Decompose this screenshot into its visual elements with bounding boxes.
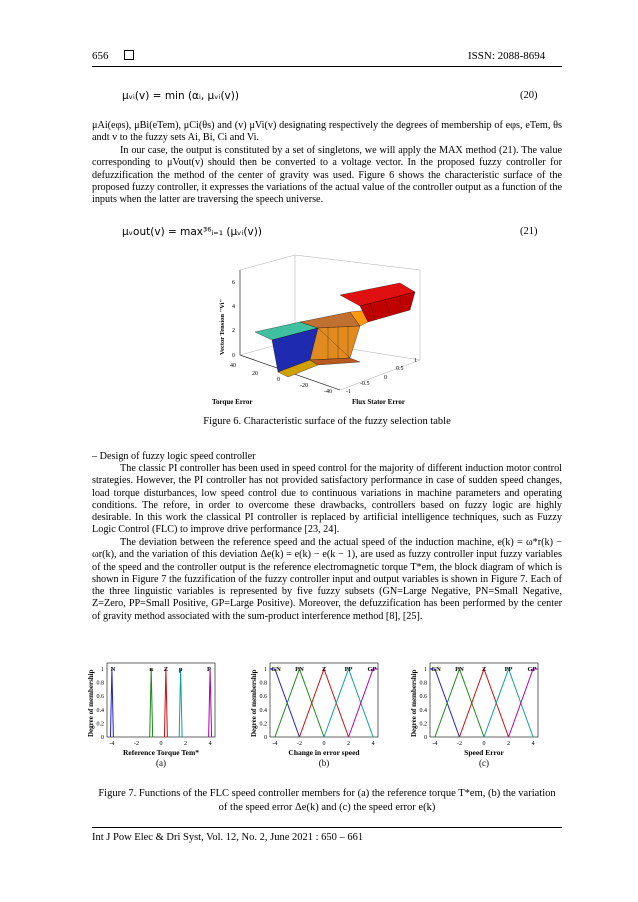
y-tick-label: 1 xyxy=(101,667,104,673)
y-axis-label: Degree of membership xyxy=(410,669,418,737)
z-tick: 4 xyxy=(232,304,235,310)
membership-curve xyxy=(430,669,459,737)
figure-7-membership-plots xyxy=(85,655,565,777)
x-tick-label: 2 xyxy=(347,741,351,747)
y-tick: 0 xyxy=(384,375,387,381)
x-tick-label: -2 xyxy=(456,741,462,747)
membership-curve xyxy=(509,669,538,737)
z-tick: 2 xyxy=(232,328,235,334)
fuzzy-set-label: GP xyxy=(367,666,377,673)
x-tick-label: -4 xyxy=(109,741,115,747)
x-tick-label: 0 xyxy=(159,741,163,747)
page-number: 656 xyxy=(92,50,109,62)
x-tick-label: -2 xyxy=(133,741,139,747)
fuzzy-set-label: P xyxy=(207,666,211,673)
x-tick-label: -4 xyxy=(432,741,438,747)
x-tick-label: 4 xyxy=(531,741,535,747)
y-axis-label: Degree of membership xyxy=(250,669,258,737)
x-tick-label: 0 xyxy=(482,741,486,747)
y-tick-label: 0 xyxy=(101,735,104,741)
x-tick-label: -2 xyxy=(296,741,302,747)
y-tick-label: 0.6 xyxy=(419,694,427,701)
paragraph-membership: μAi(eφs), μBi(eTem), μCi(θs) and (v) μVi(v) designating respectively the degrees of membership of eφs, eTem, θs andt v to the fuzzy sets Ai, Bi, Ci and Vi. xyxy=(92,120,562,144)
equation-20-number: (20) xyxy=(520,90,538,101)
paragraph-deviation: The deviation between the reference speed and the actual speed of the induction machine, e(k) = ω*r(k) − ωr(k), and the variation of this deviation Δe(k) = e(k) − e(k − 1), are used as fuzzy controller input fuzzy variables of the speed and the controller output is the reference electromagnetic torque T*em, the block diagram of which is shown in Figure 7 the fuzzification of the fuzzy controller input and output variables is shown in Figure 7. Each of the three linguistic variables is represented by five fuzzy subsets (GN=Large Negative, PN=Small Negative, Z=Zero, PP=Small Positive, GP=Large Positive). Moreover, the defuzzification has been performed by the center of gravity method associated with the sum-product interference method [8], [25]. xyxy=(92,537,562,622)
footer-rule xyxy=(92,827,562,828)
fuzzy-set-label: Z xyxy=(321,666,327,673)
paragraph-pi-controller: The classic PI controller has been used in speed control for the majority of different induction motor control strategies. However, the PI controller has not provided satisfactory performance in case of sudden speed changes, load torque disturbances, low speed control due to continuous variations in machine parameters and operating conditions. The refore, in order to overcome these drawbacks, controllers based on fuzzy logic are highly desirable. In this work the classical PI controller is replaced by artificial intelligence techniques, such as Fuzzy Logic Control (FLC) to improve drive performance [23, 24]. xyxy=(92,463,562,536)
fuzzy-set-label: p xyxy=(178,666,183,673)
fuzzy-set-label: PN xyxy=(295,666,304,673)
figure-6-caption: Figure 6. Characteristic surface of the fuzzy selection table xyxy=(203,416,451,427)
figure-7-caption-line2: of the speed error Δe(k) and (c) the speed error e(k) xyxy=(218,802,436,813)
x-tick: -20 xyxy=(300,383,308,389)
z-tick: 6 xyxy=(232,280,235,286)
fuzzy-set-label: PN xyxy=(455,666,464,673)
y-tick-label: 0.8 xyxy=(419,680,427,687)
membership-curve xyxy=(324,669,373,737)
fuzzy-set-label: Z xyxy=(481,666,487,673)
x-tick: 40 xyxy=(230,363,236,369)
x-tick-label: 4 xyxy=(208,741,212,747)
fuzzy-set-label: GN xyxy=(431,666,441,673)
header-rule xyxy=(92,66,562,67)
paragraph-max-method: In our case, the output is constituted by a set of singletons, we will apply the MAX method (21). The value corresponding to μVout(v) should then be converted to a voltage vector. In the proposed fuzzy controller for defuzzification the method of the center of gravity was used. Figure 6 shows the characteristic surface of the proposed fuzzy controller, it expresses the variations of the actual value of the controller output as a function of the inputs when the latter are traversing the speech universe. xyxy=(92,145,562,206)
section-bullet: – Design of fuzzy logic speed controller xyxy=(92,451,256,462)
membership-curve xyxy=(270,669,299,737)
y-axis-label: Flux Stator Error xyxy=(352,398,406,406)
y-tick: 1 xyxy=(414,358,417,364)
y-tick-label: 0 xyxy=(264,735,267,741)
y-tick-label: 0.2 xyxy=(419,721,427,728)
subfigure-label: (b) xyxy=(318,758,330,768)
x-tick: -40 xyxy=(324,389,332,395)
y-tick-label: 1 xyxy=(424,667,427,673)
z-axis-label: Vector Tension "Vi" xyxy=(219,298,226,355)
x-tick: 0 xyxy=(277,377,280,383)
issn: ISSN: 2088-8694 xyxy=(468,50,546,62)
membership-curve xyxy=(349,669,378,737)
x-axis-label: Change in error speed xyxy=(288,748,360,757)
fuzzy-set-label: PP xyxy=(344,666,353,673)
y-tick-label: 1 xyxy=(264,667,267,673)
y-tick-label: 0.6 xyxy=(96,694,104,701)
y-tick-label: 0.2 xyxy=(259,721,267,728)
z-tick: 0 xyxy=(232,353,235,359)
y-tick-label: 0.4 xyxy=(419,707,427,714)
y-tick-label: 0.2 xyxy=(96,721,104,728)
membership-curve xyxy=(299,669,348,737)
fuzzy-set-label: Z xyxy=(163,666,169,673)
membership-curve xyxy=(435,669,484,737)
y-tick: 0.5 xyxy=(396,366,404,372)
figure-7-caption-line1: Figure 7. Functions of the FLC speed controller members for (a) the reference torque T*em, (b) the variation xyxy=(98,788,556,799)
equation-21: μᵥout(v) = max³⁶ᵢ₌₁ (μᵥᵢ(v)) xyxy=(122,226,262,238)
x-tick-label: 2 xyxy=(507,741,511,747)
fuzzy-set-label: n xyxy=(149,666,153,673)
x-tick-label: 2 xyxy=(184,741,188,747)
y-axis-label: Degree of membership xyxy=(87,669,95,737)
y-tick-label: 0.4 xyxy=(259,707,267,714)
y-tick-label: 0.8 xyxy=(259,680,267,687)
membership-curve xyxy=(275,669,324,737)
y-tick: -0.5 xyxy=(360,381,370,387)
membership-curve xyxy=(209,669,212,737)
fuzzy-set-label: N xyxy=(110,666,116,673)
membership-curve xyxy=(484,669,533,737)
y-tick-label: 0.6 xyxy=(259,694,267,701)
footer-citation: Int J Pow Elec & Dri Syst, Vol. 12, No. 2, June 2021 : 650 – 661 xyxy=(92,832,364,843)
plot-frame xyxy=(107,663,215,737)
fuzzy-set-label: GP xyxy=(527,666,537,673)
x-axis-label: Reference Torque Tem* xyxy=(123,748,199,757)
equation-21-number: (21) xyxy=(520,226,538,237)
membership-curve xyxy=(179,669,182,737)
x-tick-label: -4 xyxy=(272,741,278,747)
x-axis-label: Torque Error xyxy=(212,398,253,406)
y-tick-label: 0.8 xyxy=(96,680,104,687)
subfigure-label: (c) xyxy=(479,758,489,768)
y-tick: -1 xyxy=(346,389,351,395)
equation-20: μᵥᵢ(v) = min (αᵢ, μᵥᵢ(v)) xyxy=(122,90,239,102)
membership-curve xyxy=(164,669,167,737)
x-axis-label: Speed Error xyxy=(464,748,504,757)
header-square-icon xyxy=(124,50,134,60)
x-tick-label: 0 xyxy=(322,741,326,747)
membership-curve xyxy=(110,669,113,737)
x-tick: 20 xyxy=(252,371,258,377)
y-tick-label: 0.4 xyxy=(96,707,104,714)
subfigure-label: (a) xyxy=(156,758,166,768)
figure-7 xyxy=(85,655,565,777)
figure-6-surface-plot xyxy=(200,250,430,410)
x-tick-label: 4 xyxy=(371,741,375,747)
membership-curve xyxy=(459,669,508,737)
fuzzy-set-label: GN xyxy=(271,666,281,673)
fuzzy-set-label: PP xyxy=(504,666,513,673)
y-tick-label: 0 xyxy=(424,735,427,741)
membership-curve xyxy=(150,669,153,737)
